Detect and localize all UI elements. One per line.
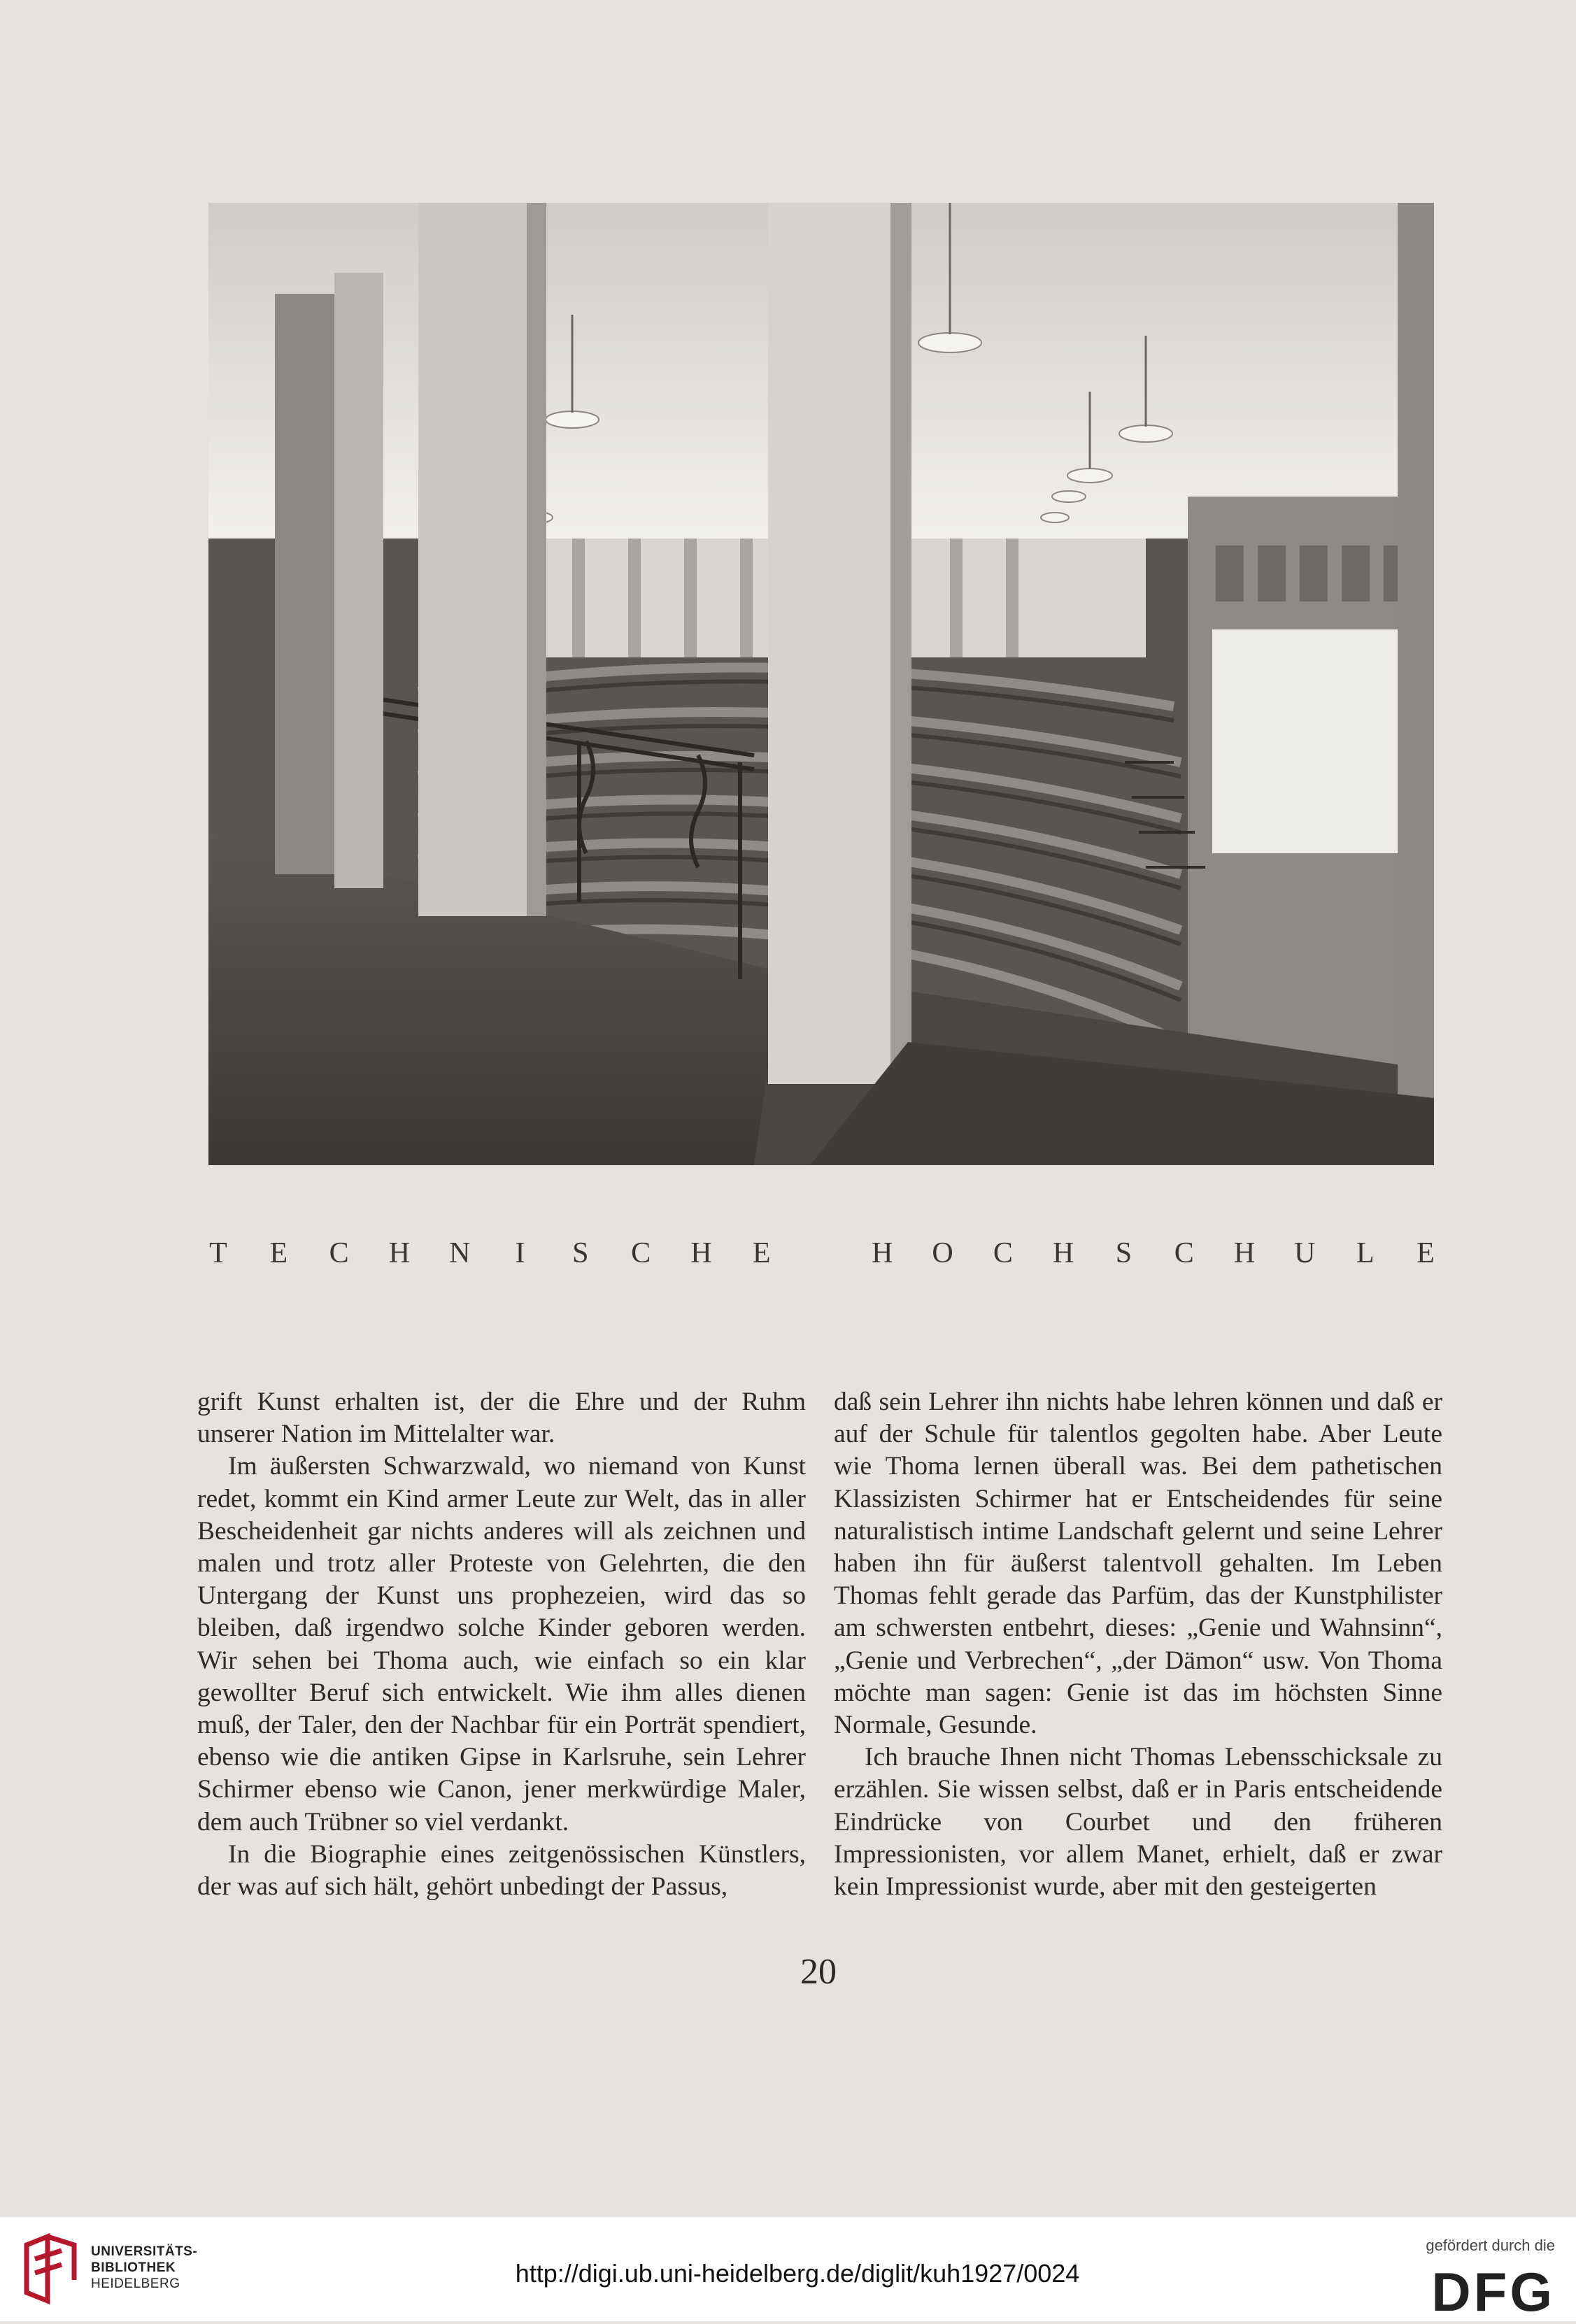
caption-letter: C [993, 1237, 1013, 1269]
paragraph: Ich brauche Ihnen nicht Thomas Lebensschicksale zu erzählen. Sie wissen selbst, daß er in Paris entscheidende Eindrücke von Courbet und den früheren Impressionisten, vor allem Manet, erhielt, daß er zwar kein Impressionist wurde, aber mit den gesteigerten [834, 1743, 1442, 1902]
right-text-column [834, 1386, 1442, 1903]
lecture-hall-illustration [208, 203, 1434, 1165]
paragraph: grift Kunst erhalten ist, der die Ehre und der Ruhm unserer Nation im Mittelalter war. [197, 1388, 806, 1449]
caption-letter: E [752, 1237, 771, 1269]
library-line: HEIDELBERG [91, 2276, 180, 2291]
caption-letter: C [329, 1237, 349, 1269]
library-line: UNIVERSITÄTS- [91, 2244, 198, 2259]
caption-letter: C [1174, 1237, 1194, 1269]
paragraph: Im äußersten Schwarzwald, wo niemand von Kunst redet, kommt ein Kind armer Leute zur Welt, das in aller Bescheidenheit gar nichts anderes will als zeichnen und malen und trotz aller Proteste von Gelehrten, die den Untergang der Kunst uns prophezeien, wird das so bleiben, daß irgendwo solche Kinder geboren werden. Wir sehen bei Thoma auch, wie einfach so ein klar gewollter Beruf sich entwickelt. Wie ihm alles dienen muß, der Taler, den der Nachbar für ein Porträt spendiert, ebenso wie die antiken Gipse in Karlsruhe, sein Lehrer Schirmer ebenso wie Canon, jener merkwürdige Maler, dem auch Trübner so viel verdankt. [197, 1452, 806, 1837]
photo-caption [203, 1225, 1441, 1281]
caption-letter: H [388, 1237, 411, 1269]
caption-letter: H [1052, 1237, 1074, 1269]
caption-letter: C [631, 1237, 651, 1269]
university-library-logo-icon [20, 2231, 81, 2308]
caption-letter: E [1417, 1237, 1435, 1269]
lecture-hall-photo [208, 203, 1434, 1165]
library-name [91, 2244, 197, 2292]
caption-letter: O [932, 1237, 953, 1269]
dfg-logo: DFG [1431, 2261, 1555, 2323]
caption-letter: H [1233, 1237, 1256, 1269]
page-number: 20 [800, 1952, 837, 1992]
caption-letter: L [1356, 1237, 1375, 1269]
caption-letter: U [1294, 1237, 1316, 1269]
permalink-url[interactable]: http://digi.ub.uni-heidelberg.de/diglit/kuh1927/0024 [515, 2259, 1080, 2288]
caption-letter: N [449, 1237, 471, 1269]
library-line: BIBLIOTHEK [91, 2260, 176, 2275]
paragraph: In die Biographie eines zeitgenössischen Künstlers, der was auf sich hält, gehört unbedingt der Passus, [197, 1839, 806, 1902]
caption-letter: S [572, 1237, 589, 1269]
left-text-column [197, 1386, 806, 1903]
caption-letter: T [209, 1237, 227, 1269]
caption-letter: I [515, 1237, 525, 1269]
caption-letter: H [872, 1237, 893, 1269]
caption-letter: E [269, 1237, 288, 1269]
funding-note: gefördert durch die [1426, 2237, 1555, 2254]
digitization-footer [0, 2217, 1576, 2321]
paragraph: daß sein Lehrer ihn nichts habe lehren können und daß er auf der Schule für talentlos gegolten habe. Aber Leute wie Thoma lernen überall was. Bei dem pathetischen Klassizisten Schirmer hat er Entscheidendes für seine naturalistisch intime Landschaft gelernt und seine Lehrer haben ihn für äußerst talentvoll gehalten. Im Leben Thomas fehlt gerade das Parfüm, das der Kunstphilister am schwersten entbehrt, dieses: „Genie und Wahnsinn“, „Genie und Verbrechen“, „der Dämon“ usw. Von Thoma möchte man sagen: Genie ist das im höchsten Sinne Normale, Gesunde. [834, 1388, 1442, 1740]
caption-letter: S [1115, 1237, 1133, 1269]
caption-letter: H [690, 1237, 712, 1269]
